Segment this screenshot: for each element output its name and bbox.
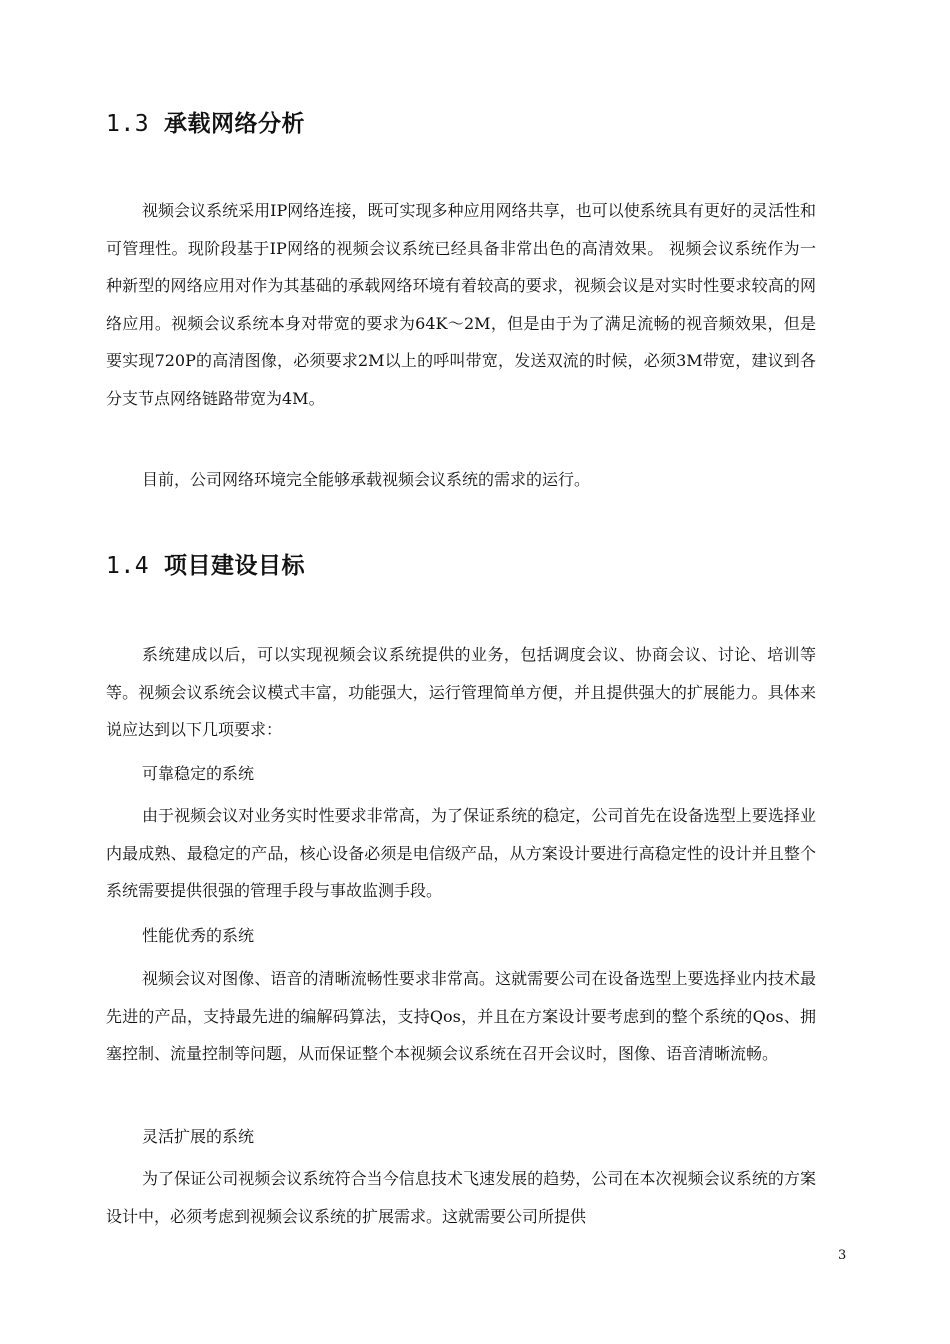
section-heading-1-3 (106, 105, 305, 138)
requirement-title: 灵活扩展的系统 (142, 1127, 255, 1146)
body-paragraph: 系统建成以后，可以实现视频会议系统提供的业务，包括调度会议、协商会议、讨论、培训等等。视频会议系统会议模式丰富，功能强大，运行管理简单方便，并且提供强大的扩展能力。具体来说应达到以下几项要求： (106, 645, 816, 739)
requirement-title: 性能优秀的系统 (142, 926, 255, 945)
section-title: 项目建设目标 (164, 552, 305, 579)
body-paragraph: 视频会议系统采用IP网络连接，既可实现多种应用网络共享，也可以使系统具有更好的灵活性和可管理性。现阶段基于IP网络的视频会议系统已经具备非常出色的高清效果。 视频会议系统作为一种新型的网络应用对作为其基础的承载网络环境有着较高的要求，视频会议是对实时性要求较高的网络应用。视频会议系统本身对带宽的要求为64K～2M，但是由于为了满足流畅的视音频效果，但是要实现720P的高清图像，必须要求2M以上的呼叫带宽，发送双流的时候，必须3M带宽，建议到各分支节点网络链路带宽为4M。 (106, 201, 816, 408)
requirement-text: 由于视频会议对业务实时性要求非常高，为了保证系统的稳定，公司首先在设备选型上要选择业内最成熟、最稳定的产品，核心设备必须是电信级产品，从方案设计要进行高稳定性的设计并且整个系统需要提供很强的管理手段与事故监测手段。 (106, 806, 816, 900)
body-paragraph: 目前，公司网络环境完全能够承载视频会议系统的需求的运行。 (142, 470, 591, 489)
section-heading-1-4 (106, 547, 305, 580)
section-number: 1.4 (106, 553, 150, 579)
section-number: 1.3 (106, 111, 150, 137)
requirement-text: 视频会议对图像、语音的清晰流畅性要求非常高。这就需要公司在设备选型上要选择业内技术最先进的产品，支持最先进的编解码算法，支持Qos，并且在方案设计要考虑到的整个系统的Qos、拥塞控制、流量控制等问题，从而保证整个本视频会议系统在召开会议时，图像、语音清晰流畅。 (106, 969, 816, 1063)
requirement-text: 为了保证公司视频会议系统符合当今信息技术飞速发展的趋势，公司在本次视频会议系统的方案设计中，必须考虑到视频会议系统的扩展需求。这就需要公司所提供 (106, 1169, 816, 1226)
requirement-title: 可靠稳定的系统 (142, 764, 255, 783)
section-title: 承载网络分析 (164, 110, 305, 137)
page-number: 3 (838, 1248, 847, 1263)
